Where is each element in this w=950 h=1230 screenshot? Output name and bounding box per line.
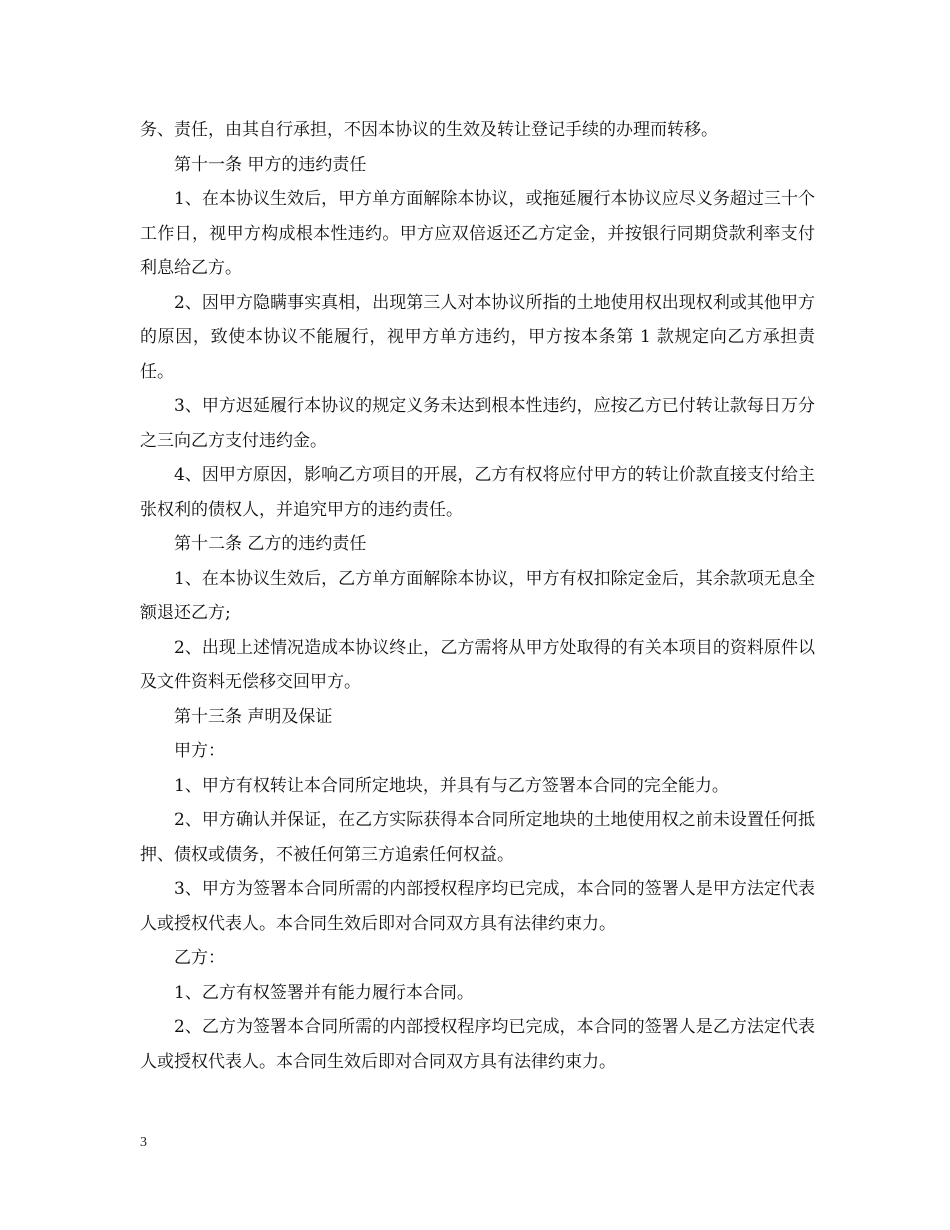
- paragraph-6: 4、因甲方原因，影响乙方项目的开展，乙方有权将应付甲方的转让价款直接支付给主张权利的债权人，并追究甲方的违约责任。: [140, 465, 815, 520]
- party-b-label: 乙方：: [174, 948, 225, 968]
- paragraph-3: 1、在本协议生效后，甲方单方面解除本协议，或拖延履行本协议应尽义务超过三十个工作日，视甲方构成根本性违约。甲方应双倍返还乙方定金，并按银行同期贷款利率支付利息给乙方。: [140, 189, 815, 278]
- party-a-label: 甲方：: [174, 741, 225, 761]
- paragraph-1: 务、责任，由其自行承担，不因本协议的生效及转让登记手续的办理而转移。: [140, 120, 718, 140]
- paragraph-14: 3、甲方为签署本合同所需的内部授权程序均已完成，本合同的签署人是甲方法定代表人或授权代表人。本合同生效后即对合同双方具有法律约束力。: [140, 879, 815, 934]
- paragraph-12: 1、甲方有权转让本合同所定地块，并具有与乙方签署本合同的完全能力。: [174, 775, 729, 796]
- paragraph-17: 2、乙方为签署本合同所需的内部授权程序均已完成，本合同的签署人是乙方法定代表人或授权代表人。本合同生效后即对合同双方具有法律约束力。: [140, 1017, 815, 1072]
- paragraph-9: 2、出现上述情况造成本协议终止，乙方需将从甲方处取得的有关本项目的资料原件以及文件资料无偿移交回甲方。: [140, 637, 815, 692]
- paragraph-5: 3、甲方迟延履行本协议的规定义务未达到根本性违约，应按乙方已付转让款每日万分之三向乙方支付违约金。: [140, 396, 815, 451]
- article-13-heading: 第十三条 声明及保证: [174, 706, 333, 727]
- article-12-heading: 第十二条 乙方的违约责任: [174, 534, 367, 554]
- paragraph-16: 1、乙方有权签署并有能力履行本合同。: [174, 982, 474, 1003]
- document-body: [140, 113, 815, 1079]
- paragraph-4: 2、因甲方隐瞒事实真相，出现第三人对本协议所指的土地使用权出现权利或其他甲方的原因，致使本协议不能履行，视甲方单方违约，甲方按本条第 1 款规定向乙方承担责任。: [140, 292, 815, 382]
- page-number: 3: [140, 1135, 147, 1150]
- article-11-heading: 第十一条 甲方的违约责任: [174, 154, 367, 175]
- paragraph-8: 1、在本协议生效后，乙方单方面解除本协议，甲方有权扣除定金后，其余款项无息全额退还乙方;: [140, 568, 815, 623]
- paragraph-13: 2、甲方确认并保证，在乙方实际获得本合同所定地块的土地使用权之前未设置任何抵押、债权或债务，不被任何第三方追索任何权益。: [140, 810, 815, 865]
